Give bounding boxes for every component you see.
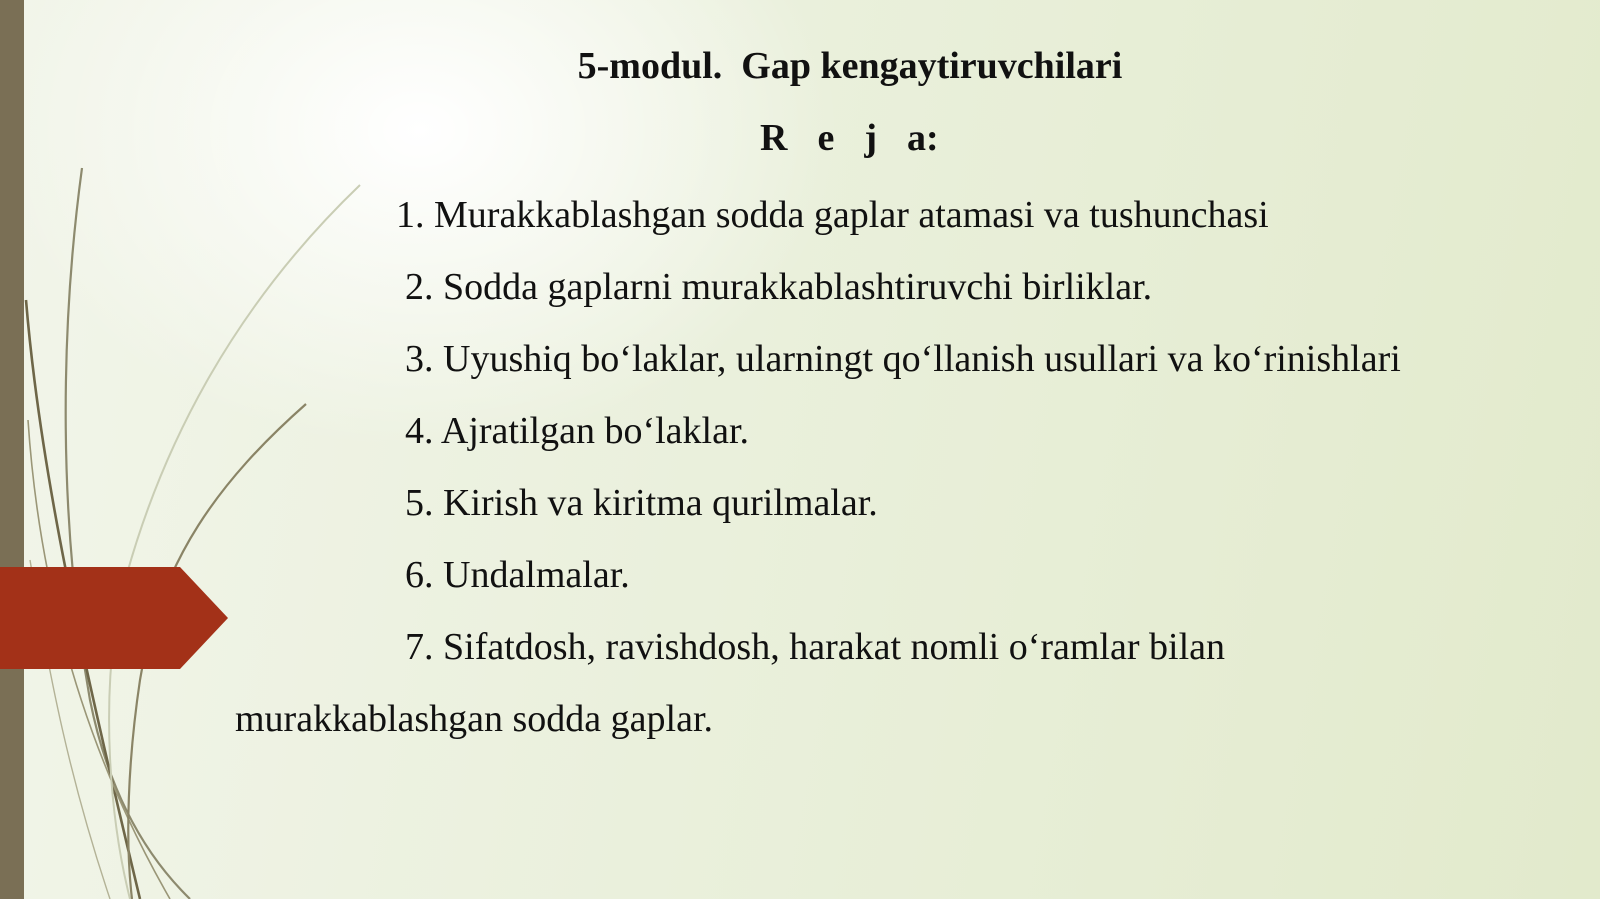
plan-heading-letter: a: (906, 117, 939, 159)
plan-heading-letter: e (817, 117, 835, 159)
plan-item-2: 2. Sodda gaplarni murakkablashtiruvchi birliklar. (405, 266, 1153, 308)
plan-item-7: 7. Sifatdosh, ravishdosh, harakat nomli o‘ramlar bilan (405, 626, 1225, 668)
plan-heading (760, 116, 939, 160)
plan-item-1: 1. Murakkablashgan sodda gaplar atamasi va tushunchasi (396, 194, 1269, 236)
plan-item-6: 6. Undalmalar. (405, 554, 630, 596)
decorative-swirl-lines (0, 0, 400, 899)
plan-heading-letter: j (864, 117, 877, 159)
plan-item-5: 5. Kirish va kiritma qurilmalar. (405, 482, 878, 524)
plan-item-4: 4. Ajratilgan bo‘laklar. (405, 410, 750, 452)
slide-title: 5-modul. Gap kengaytiruvchilari (577, 45, 1123, 87)
plan-item-3: 3. Uyushiq bo‘laklar, ularningt qo‘llanish usullari va ko‘rinishlari (405, 338, 1401, 380)
red-arrow-pentagon (0, 567, 230, 669)
plan-heading-letter: R (760, 117, 788, 159)
plan-item-7-continuation: murakkablashgan sodda gaplar. (235, 698, 714, 740)
